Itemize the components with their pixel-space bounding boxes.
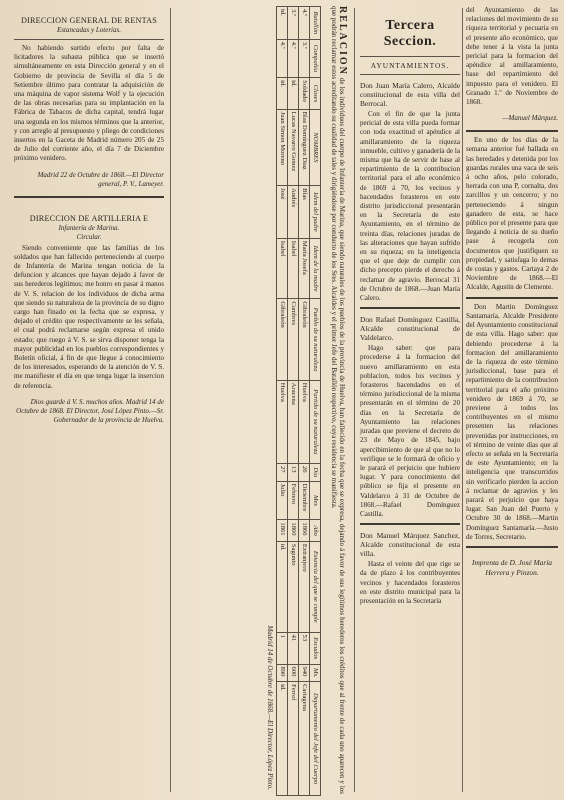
right-body-2: En uno de los días de la semana anterior fué hallada en las heredades y detenida por los guardas rurales una vaca de seis á ocho años, pelo colorado, herrada con una P, cornalta, dos zarcillos y un cencerro; y no perteneciendo á ningun ganadero de esta, se hace público por el presente para que llegando á noticia de su dueño pase á recogerla con documentos que justifiquen su propiedad, y satisfaga lo demas de costas y gastos. Cartaya 2 de Noviembre de 1868.—El Alcalde, Agustín de Clemente.: [466, 136, 558, 292]
table-cell: 53: [299, 632, 310, 664]
column-rule: [354, 8, 355, 792]
table-cell: Ferrol: [288, 682, 299, 796]
imprenta-credit: Imprenta de D. José María Herrera y Pinzon.: [472, 557, 552, 577]
table-header-cell: Partido de su naturaleza: [310, 380, 321, 463]
divider: [360, 74, 460, 75]
table-cell: Blas: [299, 186, 310, 239]
table-cell: id.: [277, 7, 288, 40]
relacion-intro-text: de los individuos del cuerpo de Infantería de Marina, que siendo naturales de los pueblos de la provincia de Huelva, han fallecido en la fecha que se expresa, dejando á favor de sus legítimos herederos los créditos que al frente de cada uno aparecen y los que podrán reclamar estos acreditando su cualidad de tales y dirigiéndose por conducto de los Sres. Alcaldes y el primer Jefe del Batallón respectivo, cuya residencia se manifiesta.: [329, 6, 346, 794]
table-cell: 1: [277, 632, 288, 664]
table-cell: id.: [277, 78, 288, 109]
table-cell: Cumbres: [288, 299, 299, 380]
direccion-rentas-subheading: Estancadas y Loterías.: [57, 26, 121, 34]
divider: [360, 307, 460, 309]
table-row: [277, 7, 288, 796]
table-cell: 13: [288, 464, 299, 482]
table-header-cell: Año: [310, 520, 321, 542]
artilleria-body: Siendo conveniente que las familias de los soldados que han fallecido perteneciendo al cuerpo de Infantería de Marina tengan noticia de la defuncion y alcances que hayan dejado á favor de sus herederos legítimos; me honro en pasar á manos de V. S. relacion de los individuos de dicha arma que siendo su naturaleza de la provincia de su digno cargo han finado en la fecha que se expresa, y dejado el crédito que respectivamente se les señala, el cual podrá reclamarse según expresa el unido estado; que ruego á V. S. se sirva disponer tenga la mayor publicidad en los pueblos correspondientes y Boletín oficial, á fin de que llegue á conocimiento de los interesados, esperando de la atención de V. S. me manifieste el día en que tenga lugar la insercion de referencia.: [14, 243, 164, 390]
table-header-cell: Batallón: [310, 7, 321, 40]
table-cell: 940: [299, 664, 310, 682]
artilleria-heading: DIRECCION DE ARTILLERIA E: [29, 213, 149, 223]
table-cell: Andrés: [288, 186, 299, 239]
table-header-cell: Compañía: [310, 39, 321, 77]
table-cell: 41: [288, 632, 299, 664]
table-cell: 890: [277, 664, 288, 682]
notice-2-body: Hago saber: que para procederse á la formacion del nuevo amillaramiento en esta poblacion, todos los vecinos y forasteros hacendados en el término jurisdiccional de la misma presentarán en el término de 20 días en la Secretaría de Ayuntamiento las relaciones juradas que previene el decreto de 23 de Mayo de 1845, bajo apercibimiento de que al que no lo verifique se le formará de oficio y le parará el perjuicio que hubiere lugar. Y para conocimiento del público se fija el presente en Valdelarco á 31 de Octubre de 1868.—Rafael Domínguez Castilla.: [360, 344, 460, 518]
table-cell: id.: [277, 541, 288, 632]
table-cell: 3.º: [288, 7, 299, 40]
table-cell: Blas Domínguez Diaz: [299, 109, 310, 185]
table-cell: Gibraleón: [299, 299, 310, 380]
right-body-1: del Ayuntamiento de las relaciones del movimiento de su riqueza territorial y pecuaria en el presente año económico, que debe tener á la vista la junta pericial para la formacion del apéndice al amillaramiento, base del repartimiento del impuesto para el venidero. El Granado 1.º de Noviembre de 1868.: [466, 6, 558, 107]
table-cell: 4.º: [299, 7, 310, 40]
right-column: [466, 0, 558, 578]
table-cell: Julio: [277, 481, 288, 520]
table-cell: Huelva: [299, 380, 310, 463]
table-cell: 27: [277, 464, 288, 482]
table-cell: Lucas Navarro Gomez: [288, 109, 299, 185]
table-cell: Extranjero: [299, 541, 310, 632]
table-cell: Gibraleón: [277, 299, 288, 380]
column-rule: [170, 8, 171, 792]
divider: [466, 130, 558, 132]
circular-label: Circular.: [76, 232, 102, 241]
table-cell: Huelva: [277, 380, 288, 463]
table-cell: 3.ª: [299, 39, 310, 77]
notice-3-title: Don Manuel Márquez Sanchez, Alcalde constitucional de esta villa.: [360, 531, 460, 559]
relacion-title: RELACION: [337, 6, 348, 76]
ayuntamientos-heading: AYUNTAMIENTOS.: [370, 61, 450, 70]
notice-3-body: Hasta el veinte del que rige se da de plazo á los contribuyentes vecinos y hacendados forasteros en este distrito municipal para la presentación en la Secretaría: [360, 560, 460, 605]
relacion-section: [182, 0, 350, 800]
table-cell: Juan Simon Moreno: [277, 109, 288, 185]
divider: [360, 523, 460, 525]
table-header-cell: Estancia del que se cumple: [310, 541, 321, 632]
table-cell: id.: [277, 682, 288, 796]
artilleria-signature: Dios guarde á V. S. muchos años. Madrid 14 de Octubre de 1868. El Director, José López Pinto.—Sr. Gobernador de la provincia de Huelva.: [16, 397, 164, 424]
table-cell: 1860: [288, 520, 299, 542]
table-cell: 26: [299, 464, 310, 482]
artilleria-subheading: Infantería de Marina.: [58, 223, 120, 232]
tercera-seccion-title: Tercera Seccion.: [383, 18, 437, 49]
middle-column: [360, 0, 460, 608]
column-rule: [462, 8, 463, 792]
table-header-cell: Idem de la madre: [310, 238, 321, 298]
table-cell: 600: [288, 664, 299, 682]
divider: [14, 39, 164, 40]
table-header-cell: Escudos: [310, 632, 321, 664]
notice-2-title: Don Rafael Domínguez Castilla, Alcalde constitucional de Valdelarco.: [360, 315, 460, 343]
table-cell: Febrero: [288, 481, 299, 520]
table-cell: 4.ª: [288, 39, 299, 77]
table-cell: María Josefa: [299, 238, 310, 298]
divider: [466, 297, 558, 299]
table-header-cell: Departamento del Jefe del Cuerpo: [310, 682, 321, 796]
table-cell: 4.ª: [277, 39, 288, 77]
divider: [360, 56, 460, 57]
table-cell: id.: [288, 78, 299, 109]
divider: [14, 196, 164, 198]
relacion-table: [276, 6, 321, 796]
table-header-cell: Clases: [310, 78, 321, 109]
table-cell: Cartagena: [299, 682, 310, 796]
table-header-cell: Día: [310, 464, 321, 482]
table-cell: 1861: [277, 520, 288, 542]
left-column: [14, 0, 164, 432]
relacion-rotated: [182, 0, 350, 800]
table-cell: Isabel: [288, 238, 299, 298]
table-cell: José: [277, 186, 288, 239]
relacion-signature: Madrid 14 de Octubre de 1868.—El Director, López Pinto.: [266, 625, 275, 790]
notice-1-body: Con el fin de que la junta pericial de esta villa pueda formar con toda exactitud el apéndice al amillaramiento de la riqueza inmueble, cultivo y ganadería de la misma que ha de servir de base al repartimiento de la contribucion territorial para el año económico de 1869 á 70, los vecinos y hacendados forasteros en este distrito jurisdiccional presentarán en la Secretaría de este Ayuntamiento, en el término de treinta días, relaciones juradas de las alteraciones que hayan sufrido en su riqueza; en la inteligencia que el que deje de cumplir con dicho precepto pierde el derecho á reclamar de agravio. Berrocal 31 de Octubre de 1868.—Juan María Calero.: [360, 110, 460, 303]
table-header-cell: Idem del padre: [310, 186, 321, 239]
table-cell: Diciembre: [299, 481, 310, 520]
table-cell: Sagunto: [288, 541, 299, 632]
table-cell: Soldado: [299, 78, 310, 109]
table-row: [288, 7, 299, 796]
table-cell: 1866: [299, 520, 310, 542]
table-cell: Aracena: [288, 380, 299, 463]
table-header-cell: Pueblo de su naturaleza: [310, 299, 321, 380]
relacion-intro: [325, 0, 350, 800]
direccion-rentas-heading: DIRECCION GENERAL DE RENTAS: [20, 16, 158, 25]
table-header-cell: NOMBRES: [310, 109, 321, 185]
right-sig-1: —Manuel Márquez.: [502, 114, 558, 123]
table-cell: Isabel: [277, 238, 288, 298]
notice-1-title: Don Juan María Calero, Alcalde constitucional de esta villa del Berrocal.: [360, 81, 460, 108]
table-header-cell: Mes: [310, 481, 321, 520]
divider: [466, 546, 558, 548]
table-header-cell: Ms.: [310, 664, 321, 682]
table-row: [299, 7, 310, 796]
right-body-3: Don Martin Domínguez Santamaría, Alcalde Presidente del Ayuntamiento constitucional de esta villa. Hago saber: que debiendo procederse á la formacion del amillaramiento de la riqueza de este término jurisdiccional, base para el repartimiento de la contribucion territorial para el año próximo venidero de 1869 á 70, se previene á todos los contribuyentes en el mismo presenten las relaciones prevenidas por instrucciones, en el término de veinte días que al efecto se señala en la Secretaría de este Ayuntamiento; en la inteligencia que transcurridos sin verificarlo pierden la accion á reclamar de agravios y les parará el perjuicio que haya lugar. San Juan del Puerto y Octubre 30 de 1868.—Martin Domínguez Santamaría.—Justo de Torres, Secretario.: [466, 302, 558, 541]
rentas-signature: Madrid 22 de Octubre de 1868.—El Director general, P. V., Lameyer.: [37, 170, 164, 188]
rentas-body: No habiendo surtido efecto por falta de licitadores la subasta pública que se insertó simultáneamente en esta Dirección general y en el Gobierno de provincia de Sevilla el día 5 de Setiembre último para contratar la adquisición de una máquina de vapor sistema Wolf y la ejecución de las obras necesarias para su implantación en la Fábrica de Tabacos de dicha capital, tendrá lugar una segunda en los mismos términos que la anterior, y con arreglo al presupuesto y pliego de condiciones insertos en la Gaceta de Madrid número 205 de 25 de Julio del corriente año, el día 7 de Diciembre próximo venidero.: [14, 44, 164, 163]
